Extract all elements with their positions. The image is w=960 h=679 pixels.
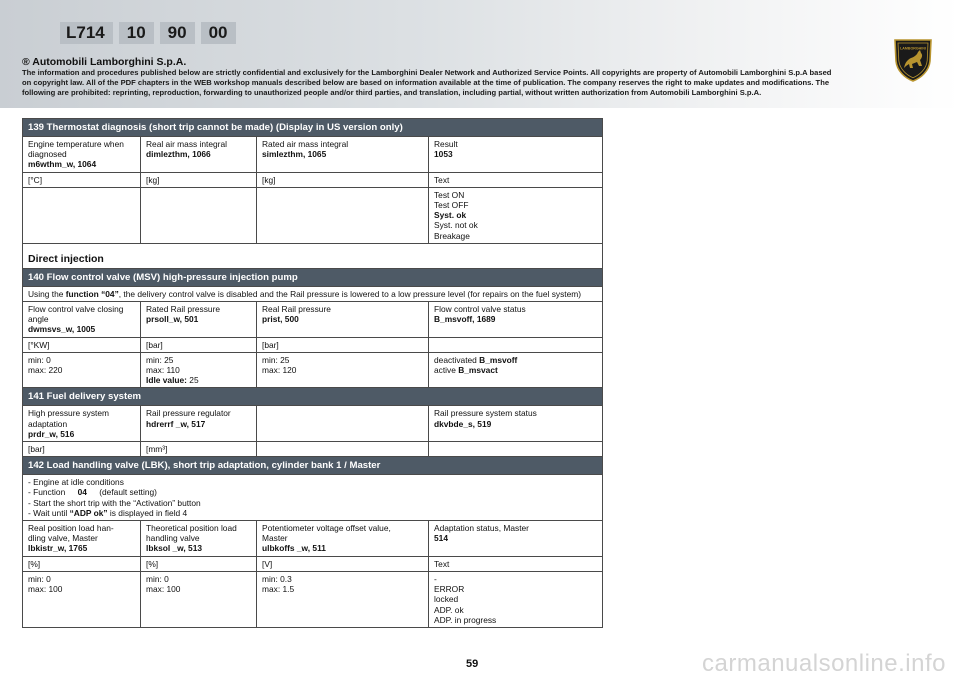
lamborghini-logo-icon xyxy=(892,37,934,83)
block-142-field-4: Adaptation status, Master 514 xyxy=(429,521,603,557)
block-139-field-1: Engine temperature when diagnosed m6wthm_w, 1064 xyxy=(23,137,141,173)
block-140-field-2: Rated Rail pressure prsoll_w, 501 xyxy=(141,302,257,338)
unit-cell xyxy=(429,442,603,457)
block-142-value-2: min: 0 max: 100 xyxy=(141,571,257,627)
unit-cell: [°KW] xyxy=(23,337,141,352)
watermark: carmanualsonline.info xyxy=(702,650,946,677)
block-140-units-row xyxy=(23,337,603,352)
block-142-value-4: - ERROR locked ADP. ok ADP. in progress xyxy=(429,571,603,627)
value-cell xyxy=(141,187,257,243)
block-140-values-row xyxy=(23,352,603,388)
block-139-values-row xyxy=(23,187,603,243)
code-subgroup: 90 xyxy=(160,22,195,44)
block-142-field-3: Potentiometer voltage offset value, Master ulbkoffs _w, 511 xyxy=(257,521,429,557)
unit-cell: [mm³] xyxy=(141,442,257,457)
block-141-field-2: Rail pressure regulator hdrerrf _w, 517 xyxy=(141,406,257,442)
block-140-title-row xyxy=(23,268,603,286)
unit-cell: [kg] xyxy=(257,172,429,187)
block-139-field-3: Rated air mass integral simlezthm, 1065 xyxy=(257,137,429,173)
block-142-value-1: min: 0 max: 100 xyxy=(23,571,141,627)
unit-cell: Text xyxy=(429,172,603,187)
unit-cell xyxy=(429,337,603,352)
block-141-field-3 xyxy=(257,406,429,442)
block-140-field-3: Real Rail pressure prist, 500 xyxy=(257,302,429,338)
block-140-value-4: deactivated B_msvoff active B_msvact xyxy=(429,352,603,388)
block-140-field-4: Flow control valve status B_msvoff, 1689 xyxy=(429,302,603,338)
block-142-notes-row xyxy=(23,475,603,521)
svg-text:LAMBORGHINI: LAMBORGHINI xyxy=(900,46,926,51)
block-139-units-row xyxy=(23,172,603,187)
block-142-field-2: Theoretical position load handling valve lbksol _w, 513 xyxy=(141,521,257,557)
block-140-value-3: min: 25 max: 120 xyxy=(257,352,429,388)
unit-cell xyxy=(257,442,429,457)
section-title: Direct injection xyxy=(23,243,603,268)
unit-cell: [%] xyxy=(141,556,257,571)
block-141-title: 141 Fuel delivery system xyxy=(23,388,603,406)
copyright-notice xyxy=(22,56,832,99)
value-cell xyxy=(257,187,429,243)
block-139-title: 139 Thermostat diagnosis (short trip cannot be made) (Display in US version only) xyxy=(23,119,603,137)
block-141-title-row xyxy=(23,388,603,406)
unit-cell: [%] xyxy=(23,556,141,571)
code-model: L714 xyxy=(60,22,113,44)
block-140-description: Using the function “04”, the delivery control valve is disabled and the Rail pressure is lowered to a low pressure level (for repairs on the fuel system) xyxy=(23,286,603,301)
unit-cell: [kg] xyxy=(141,172,257,187)
unit-cell: [bar] xyxy=(23,442,141,457)
page-number: 59 xyxy=(466,658,479,670)
block-141-units-row xyxy=(23,442,603,457)
block-140-value-1: min: 0 max: 220 xyxy=(23,352,141,388)
diagnostic-table xyxy=(22,118,603,628)
value-cell xyxy=(23,187,141,243)
document-code xyxy=(60,22,236,44)
block-141-field-1: High pressure system adaptation prdr_w, 516 xyxy=(23,406,141,442)
unit-cell: Text xyxy=(429,556,603,571)
code-group: 10 xyxy=(119,22,154,44)
block-142-value-3: min: 0.3 max: 1.5 xyxy=(257,571,429,627)
block-142-title-row xyxy=(23,457,603,475)
unit-cell: [V] xyxy=(257,556,429,571)
unit-cell: [°C] xyxy=(23,172,141,187)
block-140-field-1: Flow control valve closing angle dwmsvs_w, 1005 xyxy=(23,302,141,338)
block-142-notes: - Engine at idle conditions - Function 04 (default setting) - Start the short trip with the “Activation” button - Wait until “ADP ok” is displayed in field 4 xyxy=(23,475,603,521)
unit-cell: [bar] xyxy=(141,337,257,352)
block-141-fields-row xyxy=(23,406,603,442)
block-142-values-row xyxy=(23,571,603,627)
block-139-title-row xyxy=(23,119,603,137)
block-140-description-row xyxy=(23,286,603,301)
block-140-value-2: min: 25 max: 110 Idle value: 25 xyxy=(141,352,257,388)
block-140-fields-row xyxy=(23,302,603,338)
block-142-field-1: Real position load han- dling valve, Master lbkistr_w, 1765 xyxy=(23,521,141,557)
block-139-field-4: Result 1053 xyxy=(429,137,603,173)
block-139-result-values: Test ON Test OFF Syst. ok Syst. not ok Breakage xyxy=(429,187,603,243)
block-140-title: 140 Flow control valve (MSV) high-pressure injection pump xyxy=(23,268,603,286)
unit-cell: [bar] xyxy=(257,337,429,352)
code-section: 00 xyxy=(201,22,236,44)
block-139-fields-row xyxy=(23,137,603,173)
section-direct-injection-row xyxy=(23,243,603,268)
block-142-fields-row xyxy=(23,521,603,557)
notice-body: The information and procedures published below are strictly confidential and exclusively for the Lamborghini Dealer Network and Authorized Service Points. All copyrights are property of Automobili Lamborghini S.p.A based on copyright law. All of the PDF chapters in the WEB workshop manuals described below are based on information available at the time of publication. The company reserves the right to make updates and modifications. The following are prohibited: reprinting, reproduction, forwarding to unauthorized people and/or third parties, and translation, including partial, without written authorization from Automobili Lamborghini S.p.A. xyxy=(22,68,832,98)
block-142-units-row xyxy=(23,556,603,571)
notice-title: ® Automobili Lamborghini S.p.A. xyxy=(22,56,187,68)
block-142-title: 142 Load handling valve (LBK), short trip adaptation, cylinder bank 1 / Master xyxy=(23,457,603,475)
block-139-field-2: Real air mass integral dimlezthm, 1066 xyxy=(141,137,257,173)
block-141-field-4: Rail pressure system status dkvbde_s, 519 xyxy=(429,406,603,442)
